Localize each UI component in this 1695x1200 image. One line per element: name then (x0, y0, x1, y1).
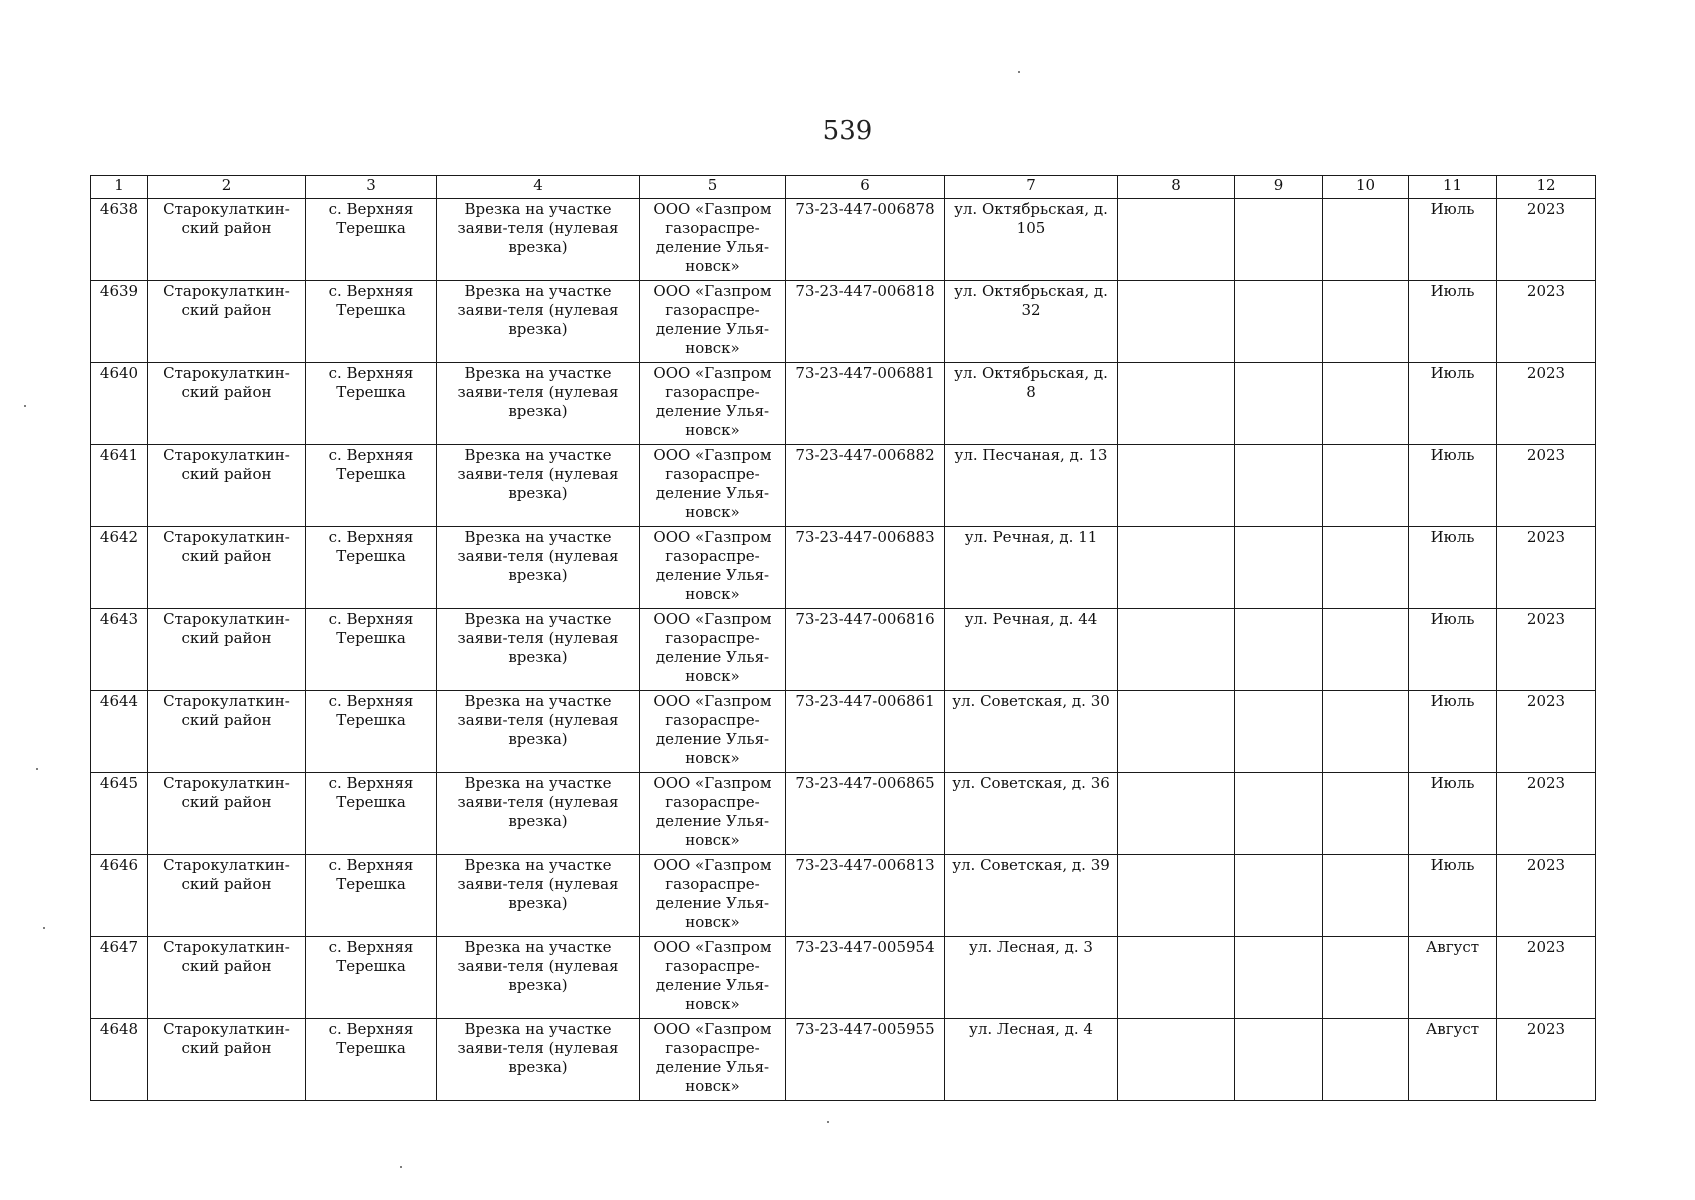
row-number: 4648 (91, 1019, 148, 1101)
month-cell: Июль (1409, 445, 1497, 527)
col-header-2: 2 (148, 176, 306, 199)
col-9-cell (1235, 1019, 1323, 1101)
col-header-6: 6 (786, 176, 945, 199)
row-number: 4645 (91, 773, 148, 855)
col-8-cell (1118, 609, 1235, 691)
col-10-cell (1323, 609, 1409, 691)
year-cell: 2023 (1497, 937, 1596, 1019)
table-row (91, 527, 1596, 609)
col-8-cell (1118, 363, 1235, 445)
month-cell: Июль (1409, 691, 1497, 773)
organization-cell: ООО «Газпром газораспре-деление Улья-новск» (640, 527, 786, 609)
table-row (91, 609, 1596, 691)
year-cell: 2023 (1497, 1019, 1596, 1101)
work-type-cell: Врезка на участке заяви-теля (нулевая врезка) (437, 363, 640, 445)
object-code-cell: 73-23-447-006813 (786, 855, 945, 937)
col-8-cell (1118, 773, 1235, 855)
col-10-cell (1323, 691, 1409, 773)
district-cell: Старокулаткин-ский район (148, 773, 306, 855)
object-code-cell: 73-23-447-006881 (786, 363, 945, 445)
col-10-cell (1323, 363, 1409, 445)
col-9-cell (1235, 609, 1323, 691)
address-cell: ул. Октябрьская, д. 8 (945, 363, 1118, 445)
row-number: 4647 (91, 937, 148, 1019)
year-cell: 2023 (1497, 691, 1596, 773)
settlement-cell: с. Верхняя Терешка (306, 937, 437, 1019)
row-number: 4646 (91, 855, 148, 937)
settlement-cell: с. Верхняя Терешка (306, 609, 437, 691)
work-type-cell: Врезка на участке заяви-теля (нулевая врезка) (437, 1019, 640, 1101)
month-cell: Июль (1409, 773, 1497, 855)
organization-cell: ООО «Газпром газораспре-деление Улья-новск» (640, 937, 786, 1019)
year-cell: 2023 (1497, 773, 1596, 855)
col-9-cell (1235, 445, 1323, 527)
address-cell: ул. Речная, д. 44 (945, 609, 1118, 691)
row-number: 4642 (91, 527, 148, 609)
address-cell: ул. Советская, д. 36 (945, 773, 1118, 855)
col-header-7: 7 (945, 176, 1118, 199)
settlement-cell: с. Верхняя Терешка (306, 527, 437, 609)
organization-cell: ООО «Газпром газораспре-деление Улья-новск» (640, 691, 786, 773)
col-8-cell (1118, 1019, 1235, 1101)
col-header-1: 1 (91, 176, 148, 199)
col-10-cell (1323, 527, 1409, 609)
col-8-cell (1118, 527, 1235, 609)
scan-speck (24, 405, 26, 407)
address-cell: ул. Октябрьская, д. 32 (945, 281, 1118, 363)
table-row (91, 199, 1596, 281)
year-cell: 2023 (1497, 855, 1596, 937)
district-cell: Старокулаткин-ский район (148, 199, 306, 281)
district-cell: Старокулаткин-ский район (148, 1019, 306, 1101)
month-cell: Август (1409, 1019, 1497, 1101)
col-8-cell (1118, 937, 1235, 1019)
scan-speck (1018, 71, 1020, 73)
year-cell: 2023 (1497, 445, 1596, 527)
col-8-cell (1118, 691, 1235, 773)
col-8-cell (1118, 855, 1235, 937)
settlement-cell: с. Верхняя Терешка (306, 199, 437, 281)
year-cell: 2023 (1497, 527, 1596, 609)
district-cell: Старокулаткин-ский район (148, 937, 306, 1019)
table-row (91, 445, 1596, 527)
work-type-cell: Врезка на участке заяви-теля (нулевая врезка) (437, 199, 640, 281)
year-cell: 2023 (1497, 363, 1596, 445)
row-number: 4644 (91, 691, 148, 773)
object-code-cell: 73-23-447-006816 (786, 609, 945, 691)
organization-cell: ООО «Газпром газораспре-деление Улья-новск» (640, 363, 786, 445)
col-10-cell (1323, 773, 1409, 855)
district-cell: Старокулаткин-ский район (148, 855, 306, 937)
object-code-cell: 73-23-447-006878 (786, 199, 945, 281)
table-row (91, 691, 1596, 773)
col-header-5: 5 (640, 176, 786, 199)
district-cell: Старокулаткин-ский район (148, 445, 306, 527)
scan-speck (400, 1166, 402, 1168)
address-cell: ул. Октябрьская, д. 105 (945, 199, 1118, 281)
col-10-cell (1323, 281, 1409, 363)
object-code-cell: 73-23-447-006818 (786, 281, 945, 363)
col-10-cell (1323, 199, 1409, 281)
row-number: 4638 (91, 199, 148, 281)
district-cell: Старокулаткин-ский район (148, 281, 306, 363)
year-cell: 2023 (1497, 281, 1596, 363)
page-number: 539 (822, 116, 873, 146)
object-code-cell: 73-23-447-006882 (786, 445, 945, 527)
col-10-cell (1323, 1019, 1409, 1101)
work-type-cell: Врезка на участке заяви-теля (нулевая врезка) (437, 527, 640, 609)
col-9-cell (1235, 691, 1323, 773)
address-cell: ул. Песчаная, д. 13 (945, 445, 1118, 527)
col-header-9: 9 (1235, 176, 1323, 199)
col-9-cell (1235, 527, 1323, 609)
row-number: 4641 (91, 445, 148, 527)
object-code-cell: 73-23-447-005955 (786, 1019, 945, 1101)
col-10-cell (1323, 937, 1409, 1019)
organization-cell: ООО «Газпром газораспре-деление Улья-новск» (640, 1019, 786, 1101)
work-type-cell: Врезка на участке заяви-теля (нулевая врезка) (437, 773, 640, 855)
work-type-cell: Врезка на участке заяви-теля (нулевая врезка) (437, 445, 640, 527)
col-8-cell (1118, 445, 1235, 527)
col-8-cell (1118, 281, 1235, 363)
table-row (91, 937, 1596, 1019)
settlement-cell: с. Верхняя Терешка (306, 1019, 437, 1101)
settlement-cell: с. Верхняя Терешка (306, 363, 437, 445)
organization-cell: ООО «Газпром газораспре-деление Улья-новск» (640, 609, 786, 691)
table-row (91, 1019, 1596, 1101)
col-9-cell (1235, 199, 1323, 281)
table-row (91, 855, 1596, 937)
settlement-cell: с. Верхняя Терешка (306, 773, 437, 855)
settlement-cell: с. Верхняя Терешка (306, 855, 437, 937)
month-cell: Июль (1409, 363, 1497, 445)
object-code-cell: 73-23-447-006865 (786, 773, 945, 855)
scan-speck (827, 1121, 829, 1123)
address-cell: ул. Лесная, д. 4 (945, 1019, 1118, 1101)
year-cell: 2023 (1497, 609, 1596, 691)
col-10-cell (1323, 855, 1409, 937)
table-row (91, 363, 1596, 445)
settlement-cell: с. Верхняя Терешка (306, 691, 437, 773)
address-cell: ул. Лесная, д. 3 (945, 937, 1118, 1019)
month-cell: Июль (1409, 199, 1497, 281)
month-cell: Июль (1409, 527, 1497, 609)
col-9-cell (1235, 855, 1323, 937)
address-cell: ул. Советская, д. 39 (945, 855, 1118, 937)
organization-cell: ООО «Газпром газораспре-деление Улья-новск» (640, 445, 786, 527)
work-type-cell: Врезка на участке заяви-теля (нулевая врезка) (437, 937, 640, 1019)
organization-cell: ООО «Газпром газораспре-деление Улья-новск» (640, 773, 786, 855)
address-cell: ул. Речная, д. 11 (945, 527, 1118, 609)
scan-speck (36, 768, 38, 770)
work-type-cell: Врезка на участке заяви-теля (нулевая врезка) (437, 855, 640, 937)
settlement-cell: с. Верхняя Терешка (306, 281, 437, 363)
district-cell: Старокулаткин-ский район (148, 527, 306, 609)
header-row (91, 176, 1596, 199)
scan-speck (43, 927, 45, 929)
work-type-cell: Врезка на участке заяви-теля (нулевая врезка) (437, 609, 640, 691)
col-10-cell (1323, 445, 1409, 527)
settlement-cell: с. Верхняя Терешка (306, 445, 437, 527)
year-cell: 2023 (1497, 199, 1596, 281)
table-row (91, 281, 1596, 363)
col-9-cell (1235, 937, 1323, 1019)
table-row (91, 773, 1596, 855)
district-cell: Старокулаткин-ский район (148, 363, 306, 445)
work-type-cell: Врезка на участке заяви-теля (нулевая врезка) (437, 691, 640, 773)
organization-cell: ООО «Газпром газораспре-деление Улья-новск» (640, 199, 786, 281)
month-cell: Август (1409, 937, 1497, 1019)
row-number: 4639 (91, 281, 148, 363)
col-header-3: 3 (306, 176, 437, 199)
district-cell: Старокулаткин-ский район (148, 691, 306, 773)
col-header-8: 8 (1118, 176, 1235, 199)
col-header-4: 4 (437, 176, 640, 199)
month-cell: Июль (1409, 609, 1497, 691)
col-header-11: 11 (1409, 176, 1497, 199)
object-code-cell: 73-23-447-005954 (786, 937, 945, 1019)
row-number: 4640 (91, 363, 148, 445)
organization-cell: ООО «Газпром газораспре-деление Улья-новск» (640, 855, 786, 937)
month-cell: Июль (1409, 855, 1497, 937)
month-cell: Июль (1409, 281, 1497, 363)
col-header-10: 10 (1323, 176, 1409, 199)
col-8-cell (1118, 199, 1235, 281)
object-code-cell: 73-23-447-006883 (786, 527, 945, 609)
organization-cell: ООО «Газпром газораспре-деление Улья-новск» (640, 281, 786, 363)
col-9-cell (1235, 363, 1323, 445)
work-type-cell: Врезка на участке заяви-теля (нулевая врезка) (437, 281, 640, 363)
address-cell: ул. Советская, д. 30 (945, 691, 1118, 773)
col-header-12: 12 (1497, 176, 1596, 199)
col-9-cell (1235, 773, 1323, 855)
district-cell: Старокулаткин-ский район (148, 609, 306, 691)
row-number: 4643 (91, 609, 148, 691)
gas-connection-table (90, 175, 1596, 1101)
object-code-cell: 73-23-447-006861 (786, 691, 945, 773)
col-9-cell (1235, 281, 1323, 363)
